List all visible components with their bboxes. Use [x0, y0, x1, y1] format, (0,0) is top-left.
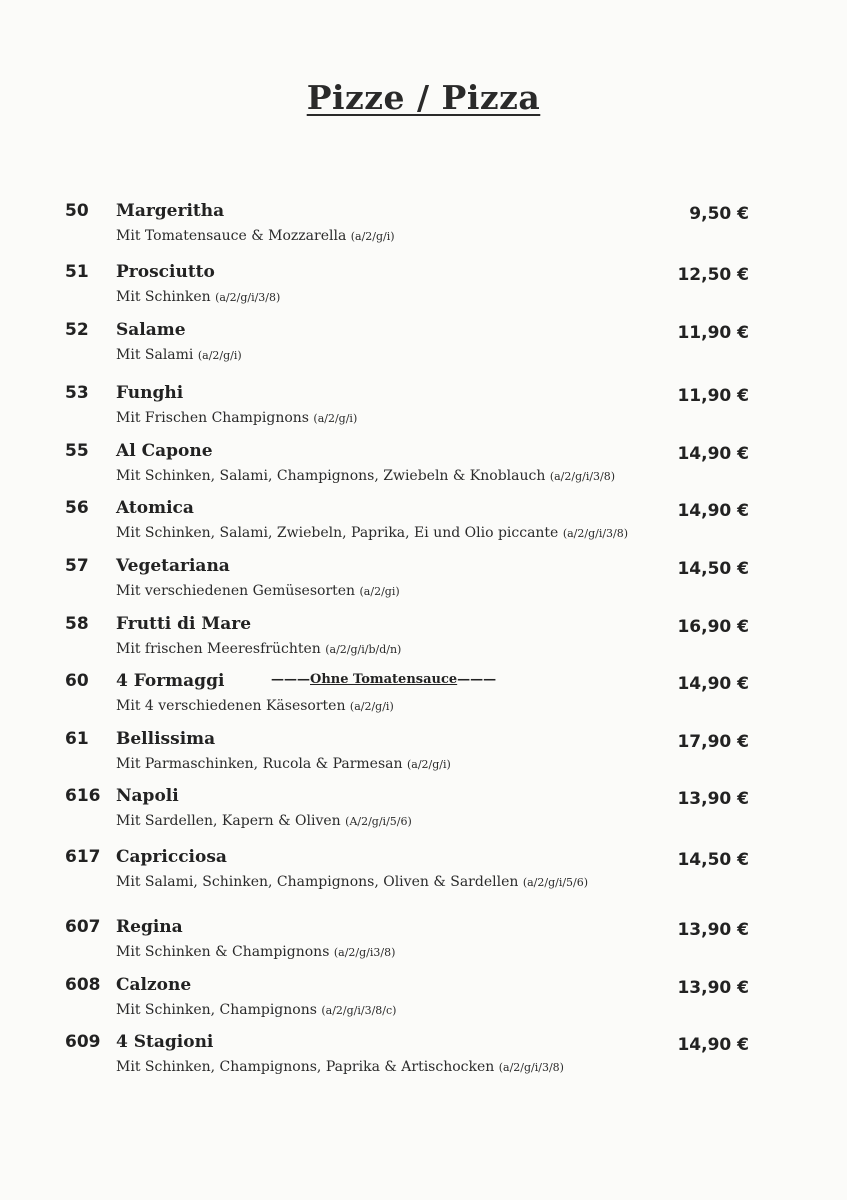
item-description-text: Mit Schinken, Salami, Zwiebeln, Paprika, Ei und Olio piccante: [116, 525, 559, 541]
menu-item: [0, 975, 847, 1029]
item-description: [116, 698, 394, 714]
item-price: 14,90 €: [677, 674, 749, 694]
note-text: Ohne Tomatensauce: [310, 672, 458, 687]
menu-item: [0, 729, 847, 783]
item-number: 60: [65, 671, 89, 691]
note-dashes-left: ———: [271, 672, 310, 687]
item-description: [116, 468, 615, 484]
item-description-text: Mit Schinken, Champignons, Paprika & Artischocken: [116, 1059, 495, 1075]
item-description-text: Mit Frischen Champignons: [116, 410, 309, 426]
menu-item: [0, 320, 847, 374]
item-name: Regina: [116, 917, 183, 937]
item-description: [116, 813, 412, 829]
item-price: 14,90 €: [677, 444, 749, 464]
menu-item: [0, 441, 847, 495]
item-description-text: Mit Salami, Schinken, Champignons, Oliven & Sardellen: [116, 874, 519, 890]
item-description-text: Mit Schinken, Salami, Champignons, Zwiebeln & Knoblauch: [116, 468, 546, 484]
menu-item: [0, 556, 847, 610]
menu-item: [0, 1032, 847, 1086]
item-name: Funghi: [116, 383, 184, 403]
page-title-text: Pizze / Pizza: [306, 78, 541, 117]
item-name: Prosciutto: [116, 262, 215, 282]
menu-item: [0, 201, 847, 255]
item-description: [116, 583, 400, 599]
menu-item: [0, 383, 847, 437]
allergen-codes: (a/2/g/i/3/8): [549, 470, 616, 483]
menu-item: [0, 786, 847, 840]
item-description: [116, 1059, 564, 1075]
item-name: Frutti di Mare: [116, 614, 252, 634]
allergen-codes: (a/2/g/i): [406, 758, 451, 771]
item-price: 12,50 €: [677, 265, 749, 285]
allergen-codes: (a/2/g/i/3/8): [215, 291, 281, 304]
item-description: [116, 347, 242, 363]
item-name: 4 Stagioni: [116, 1032, 214, 1052]
item-name: Margeritha: [116, 201, 225, 221]
allergen-codes: (a/2/gi): [359, 585, 400, 598]
item-price: 16,90 €: [677, 617, 749, 637]
allergen-codes: (a/2/g/i/3/8): [498, 1061, 564, 1074]
item-description: [116, 525, 628, 541]
allergen-codes: (A/2/g/i/5/6): [345, 815, 412, 828]
item-description: [116, 1002, 396, 1018]
item-name: Vegetariana: [116, 556, 230, 576]
item-number: 607: [65, 917, 101, 937]
item-name: Calzone: [116, 975, 192, 995]
item-number: 57: [65, 556, 89, 576]
item-description: [116, 756, 451, 772]
item-price: 9,50 €: [689, 204, 749, 224]
note-dashes-right: ———: [457, 672, 497, 687]
item-name: Napoli: [116, 786, 179, 806]
allergen-codes: (a/2/g/i): [313, 412, 358, 425]
item-name: 4 Formaggi: [116, 671, 225, 691]
item-description: [116, 641, 401, 657]
allergen-codes: (a/2/g/i3/8): [333, 946, 396, 959]
item-description: [116, 228, 395, 244]
item-number: 50: [65, 201, 89, 221]
menu-item: [0, 498, 847, 552]
item-name: Salame: [116, 320, 186, 340]
item-description-text: Mit verschiedenen Gemüsesorten: [116, 583, 356, 599]
allergen-codes: (a/2/g/i/5/6): [522, 876, 589, 889]
item-number: 617: [65, 847, 101, 867]
item-number: 56: [65, 498, 89, 518]
item-price: 13,90 €: [677, 789, 749, 809]
item-description: [116, 289, 280, 305]
item-number: 58: [65, 614, 89, 634]
item-price: 11,90 €: [677, 386, 749, 406]
menu-item: [0, 917, 847, 971]
item-price: 13,90 €: [677, 978, 749, 998]
item-number: 61: [65, 729, 89, 749]
item-name: Bellissima: [116, 729, 216, 749]
item-note: [271, 672, 496, 687]
item-description-text: Mit Tomatensauce & Mozzarella: [116, 228, 347, 244]
item-description-text: Mit Schinken: [116, 289, 211, 305]
menu-item: [0, 847, 847, 901]
item-description: [116, 874, 588, 890]
item-price: 14,90 €: [677, 1035, 749, 1055]
item-description-text: Mit Sardellen, Kapern & Oliven: [116, 813, 341, 829]
item-name: Capricciosa: [116, 847, 227, 867]
item-number: 608: [65, 975, 101, 995]
item-description: [116, 944, 395, 960]
item-description-text: Mit frischen Meeresfrüchten: [116, 641, 321, 657]
item-number: 55: [65, 441, 89, 461]
item-number: 609: [65, 1032, 101, 1052]
item-description-text: Mit 4 verschiedenen Käsesorten: [116, 698, 346, 714]
item-number: 51: [65, 262, 89, 282]
item-price: 14,50 €: [677, 559, 749, 579]
page-title: [0, 78, 847, 117]
allergen-codes: (a/2/g/i): [197, 349, 242, 362]
allergen-codes: (a/2/g/i): [349, 700, 394, 713]
item-description: [116, 410, 357, 426]
item-description-text: Mit Salami: [116, 347, 194, 363]
item-description-text: Mit Schinken, Champignons: [116, 1002, 317, 1018]
menu-item: [0, 671, 847, 725]
item-number: 53: [65, 383, 89, 403]
menu-item: [0, 262, 847, 316]
item-price: 11,90 €: [677, 323, 749, 343]
item-price: 17,90 €: [677, 732, 749, 752]
item-description-text: Mit Parmaschinken, Rucola & Parmesan: [116, 756, 403, 772]
item-number: 616: [65, 786, 101, 806]
allergen-codes: (a/2/g/i/b/d/n): [325, 643, 402, 656]
item-name: Atomica: [116, 498, 194, 518]
allergen-codes: (a/2/g/i/3/8): [562, 527, 629, 540]
item-price: 14,90 €: [677, 501, 749, 521]
item-price: 14,50 €: [677, 850, 749, 870]
item-description-text: Mit Schinken & Champignons: [116, 944, 330, 960]
item-price: 13,90 €: [677, 920, 749, 940]
item-name: Al Capone: [116, 441, 213, 461]
menu-item: [0, 614, 847, 668]
item-number: 52: [65, 320, 89, 340]
allergen-codes: (a/2/g/i/3/8/c): [321, 1004, 397, 1017]
allergen-codes: (a/2/g/i): [350, 230, 395, 243]
